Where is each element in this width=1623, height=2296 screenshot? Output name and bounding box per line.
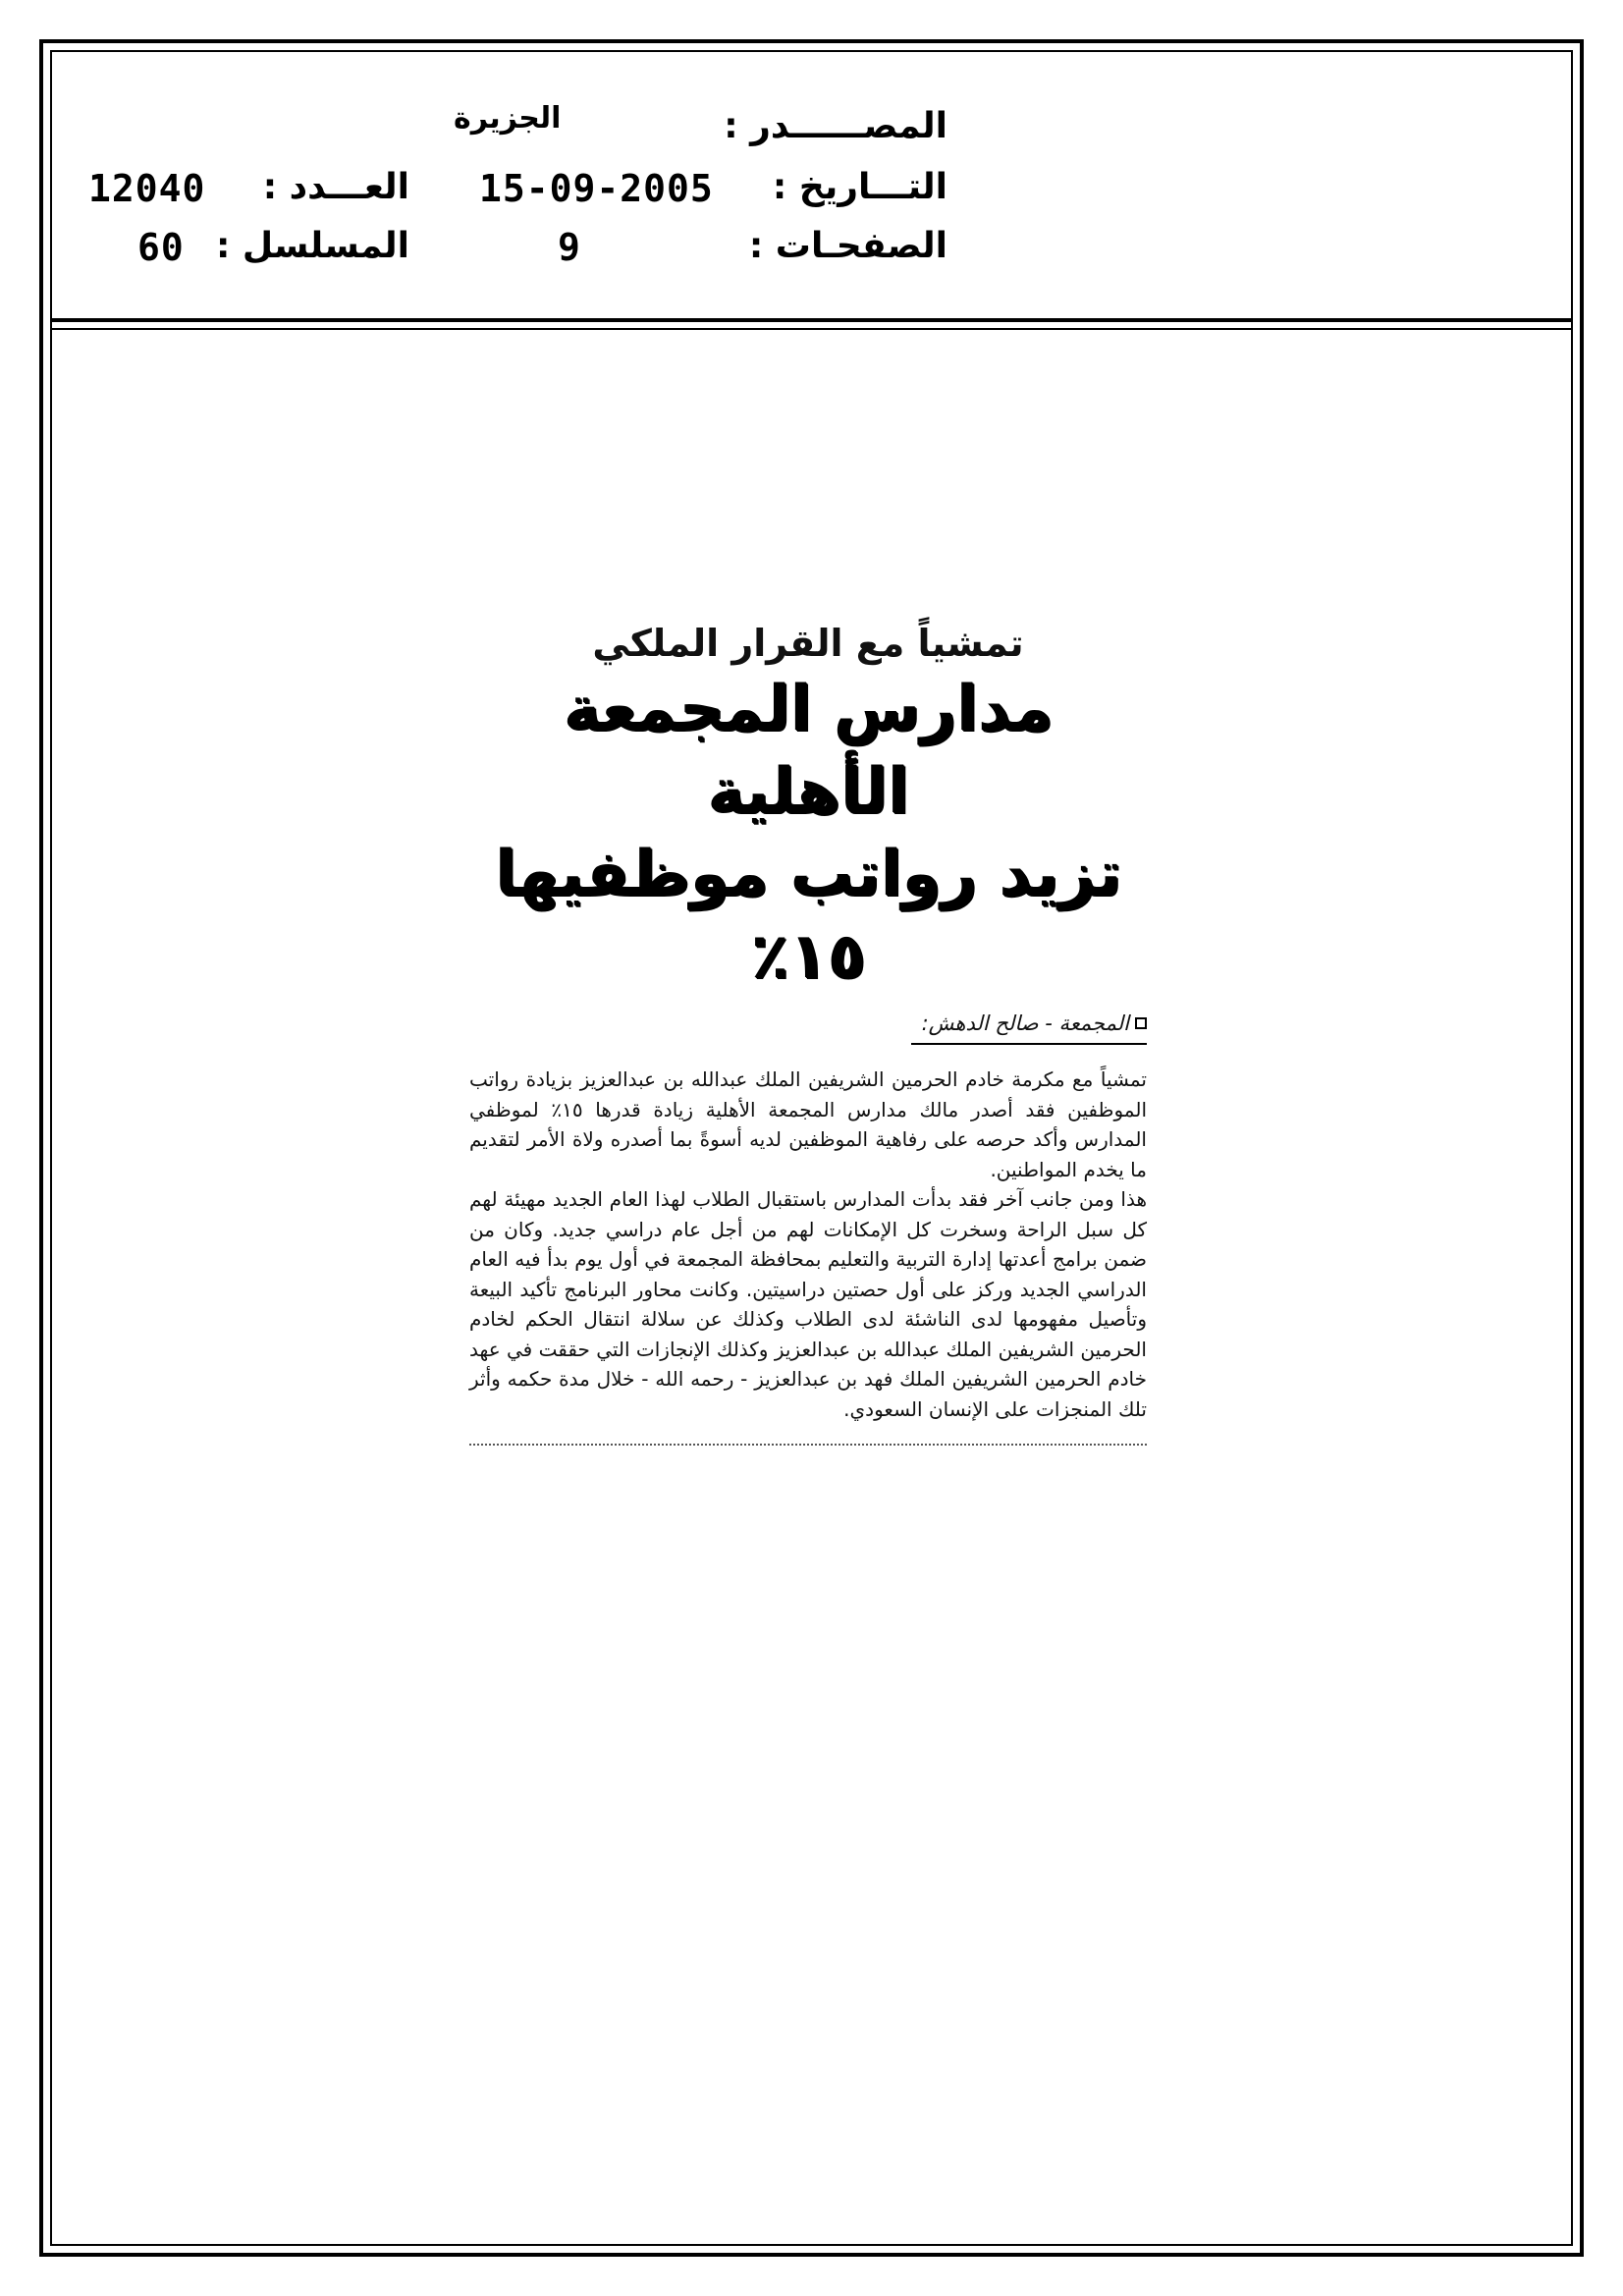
article-body (469, 1065, 1147, 1424)
article-headline-line2: تزيد رواتب موظفيها ١٥٪ (494, 838, 1122, 993)
byline-block (911, 1011, 1147, 1045)
newspaper-clipping (469, 619, 1147, 1448)
issue-label: العـــدد : (262, 167, 409, 207)
clipping-end-rule (469, 1444, 1147, 1448)
header-divider-thin (50, 328, 1573, 330)
issue-value: 12040 (88, 167, 206, 210)
pages-label: الصفحـات : (748, 226, 947, 266)
source-value: الجزيرة (454, 101, 562, 136)
article-paragraph-1: تمشياً مع مكرمة خادم الحرمين الشريفين الملك عبدالله بن عبدالعزيز بزيادة رواتب الموظفين فقد أصدر مالك مدارس المجمعة الأهلية زيادة قدرها ١٥٪ لموظفي المدارس وأكد حرصه على رفاهية الموظفين لديه أسوةً بما أصدره ولاة الأمر لتقديم ما يخدم المواطنين. (469, 1067, 1148, 1181)
article-paragraph-2: هذا ومن جانب آخر فقد بدأت المدارس باستقبال الطلاب لهذا العام الجديد مهيئة لهم كل سبل الراحة وسخرت كل الإمكانات لهم من أجل عام دراسي جديد. وكان من ضمن برامج أعدتها إدارة التربية والتعليم بمحافظة المجمعة في أول يوم بدأ فيه العام الدراسي الجديد وركز على أول حصتين دراسيتين. وكانت محاور البرنامج تأكيد البيعة وتأصيل مفهومها لدى الناشئة لدى الطلاب وكذلك عن سلالة انتقال الحكم لخادم الحرمين الشريفين الملك عبدالله بن عبدالعزيز وكذلك الإنجازات التي حققت في عهد خادم الحرمين الشريفين الملك فهد بن عبدالعزيز - رحمه الله - خلال مدة حكمه وأثر تلك المنجزات على الإنسان السعودي. (469, 1187, 1147, 1421)
date-value: 15-09-2005 (479, 167, 714, 210)
article-headline-line1: مدارس المجمعة الأهلية (563, 673, 1054, 828)
pages-value: 9 (558, 226, 581, 269)
byline-text: المجمعة - صالح الدهش: (921, 1011, 1129, 1035)
byline (911, 1011, 1147, 1035)
square-bullet-icon (1135, 1017, 1147, 1029)
date-label: التـــاريخ : (772, 167, 947, 207)
source-label: المصــــــدر : (724, 106, 947, 146)
article-kicker: تمشياً مع القرار الملكي (592, 622, 1024, 665)
header-divider-thick (50, 318, 1573, 322)
serial-value: 60 (137, 226, 185, 269)
serial-label: المسلسل : (215, 226, 409, 266)
